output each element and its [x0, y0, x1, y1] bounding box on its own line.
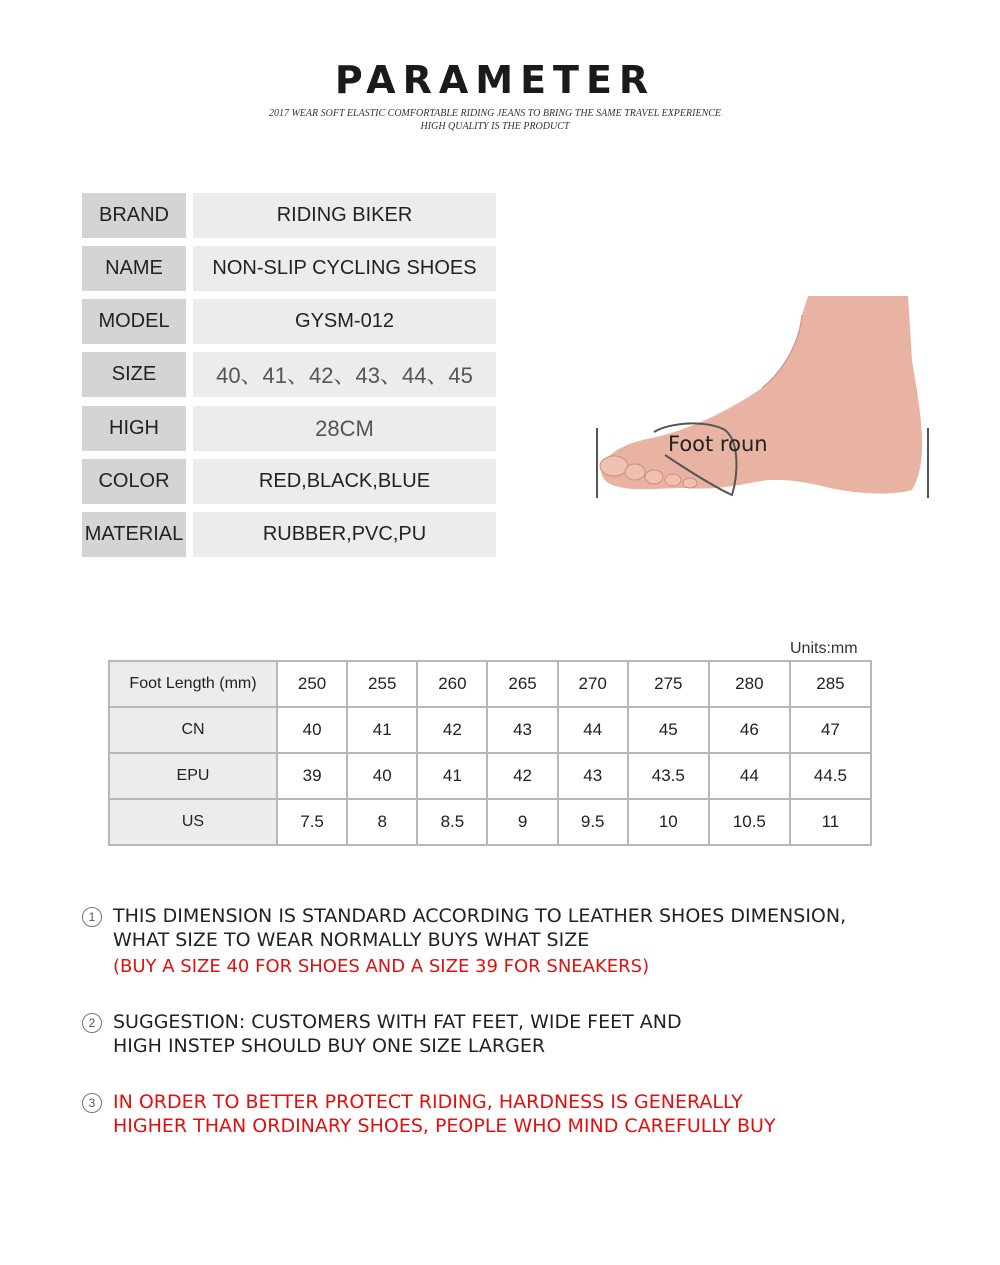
- table-cell: 42: [487, 753, 557, 799]
- note-number-badge: 3: [82, 1093, 102, 1113]
- param-value: RED,BLACK,BLUE: [193, 459, 496, 504]
- param-value: 40、41、42、43、44、45: [193, 352, 496, 397]
- table-cell: 250: [277, 661, 347, 707]
- table-cell: 11: [790, 799, 871, 845]
- table-cell: 9: [487, 799, 557, 845]
- param-row-material: [82, 512, 496, 557]
- row-header: EPU: [109, 753, 277, 799]
- table-row: [109, 707, 871, 753]
- table-cell: 255: [347, 661, 417, 707]
- note-warning-text: (BUY A SIZE 40 FOR SHOES AND A SIZE 39 FOR SNEAKERS): [113, 956, 650, 977]
- param-label: NAME: [82, 246, 186, 291]
- param-value: 28CM: [193, 406, 496, 451]
- table-cell: 270: [558, 661, 628, 707]
- table-cell: 280: [709, 661, 790, 707]
- table-cell: 46: [709, 707, 790, 753]
- param-row-high: [82, 406, 496, 451]
- page-subtitle-line2: HIGH QUALITY IS THE PRODUCT: [420, 121, 570, 132]
- param-label: SIZE: [82, 352, 186, 397]
- table-cell: 9.5: [558, 799, 628, 845]
- table-cell: 39: [277, 753, 347, 799]
- table-cell: 45: [628, 707, 709, 753]
- table-cell: 8.5: [417, 799, 487, 845]
- toe-5: [683, 478, 697, 488]
- table-cell: 40: [347, 753, 417, 799]
- note-text: WHAT SIZE TO WEAR NORMALLY BUYS WHAT SIZE: [113, 929, 590, 951]
- size-chart-table: [108, 660, 872, 846]
- param-label: MATERIAL: [82, 512, 186, 557]
- toe-3: [645, 470, 663, 484]
- param-row-model: [82, 299, 496, 344]
- page-subtitle-line1: 2017 WEAR SOFT ELASTIC COMFORTABLE RIDING JEANS TO BRING THE SAME TRAVEL EXPERIENCE: [268, 108, 722, 119]
- table-cell: 42: [417, 707, 487, 753]
- table-cell: 8: [347, 799, 417, 845]
- param-value: NON-SLIP CYCLING SHOES: [193, 246, 496, 291]
- table-cell: 7.5: [277, 799, 347, 845]
- table-row: [109, 661, 871, 707]
- note-number-badge: 1: [82, 907, 102, 927]
- note-number-badge: 2: [82, 1013, 102, 1033]
- table-cell: 43: [558, 753, 628, 799]
- row-header: CN: [109, 707, 277, 753]
- units-label: Units:mm: [790, 640, 858, 657]
- param-value: RUBBER,PVC,PU: [193, 512, 496, 557]
- param-row-name: [82, 246, 496, 291]
- row-header: US: [109, 799, 277, 845]
- param-label: HIGH: [82, 406, 186, 451]
- table-cell: 41: [347, 707, 417, 753]
- table-cell: 44: [709, 753, 790, 799]
- note-text: HIGH INSTEP SHOULD BUY ONE SIZE LARGER: [113, 1035, 546, 1057]
- table-cell: 260: [417, 661, 487, 707]
- page-title: PARAMETER: [334, 58, 656, 102]
- table-row: [109, 799, 871, 845]
- param-label: BRAND: [82, 193, 186, 238]
- param-row-brand: [82, 193, 496, 238]
- toe-4: [665, 474, 681, 486]
- toe-2: [625, 464, 645, 480]
- table-cell: 43.5: [628, 753, 709, 799]
- table-row: [109, 753, 871, 799]
- param-value: RIDING BIKER: [193, 193, 496, 238]
- table-cell: 10: [628, 799, 709, 845]
- table-cell: 47: [790, 707, 871, 753]
- note-warning-text: HIGHER THAN ORDINARY SHOES, PEOPLE WHO MIND CAREFULLY BUY: [113, 1115, 776, 1137]
- table-cell: 44: [558, 707, 628, 753]
- foot-shape: [601, 296, 922, 493]
- param-label: MODEL: [82, 299, 186, 344]
- note-warning-text: IN ORDER TO BETTER PROTECT RIDING, HARDNESS IS GENERALLY: [113, 1091, 743, 1113]
- row-header: Foot Length (mm): [109, 661, 277, 707]
- param-row-color: [82, 459, 496, 504]
- param-row-size: [82, 352, 496, 397]
- note-text: THIS DIMENSION IS STANDARD ACCORDING TO LEATHER SHOES DIMENSION,: [113, 905, 847, 927]
- note-text: SUGGESTION: CUSTOMERS WITH FAT FEET, WIDE FEET AND: [113, 1011, 682, 1033]
- toe-1: [600, 456, 628, 476]
- table-cell: 40: [277, 707, 347, 753]
- param-label: COLOR: [82, 459, 186, 504]
- table-cell: 44.5: [790, 753, 871, 799]
- table-cell: 285: [790, 661, 871, 707]
- table-cell: 10.5: [709, 799, 790, 845]
- param-value: GYSM-012: [193, 299, 496, 344]
- table-cell: 43: [487, 707, 557, 753]
- table-cell: 41: [417, 753, 487, 799]
- foot-illustration: [590, 290, 935, 505]
- foot-round-label: Foot roun: [668, 432, 768, 456]
- table-cell: 275: [628, 661, 709, 707]
- table-cell: 265: [487, 661, 557, 707]
